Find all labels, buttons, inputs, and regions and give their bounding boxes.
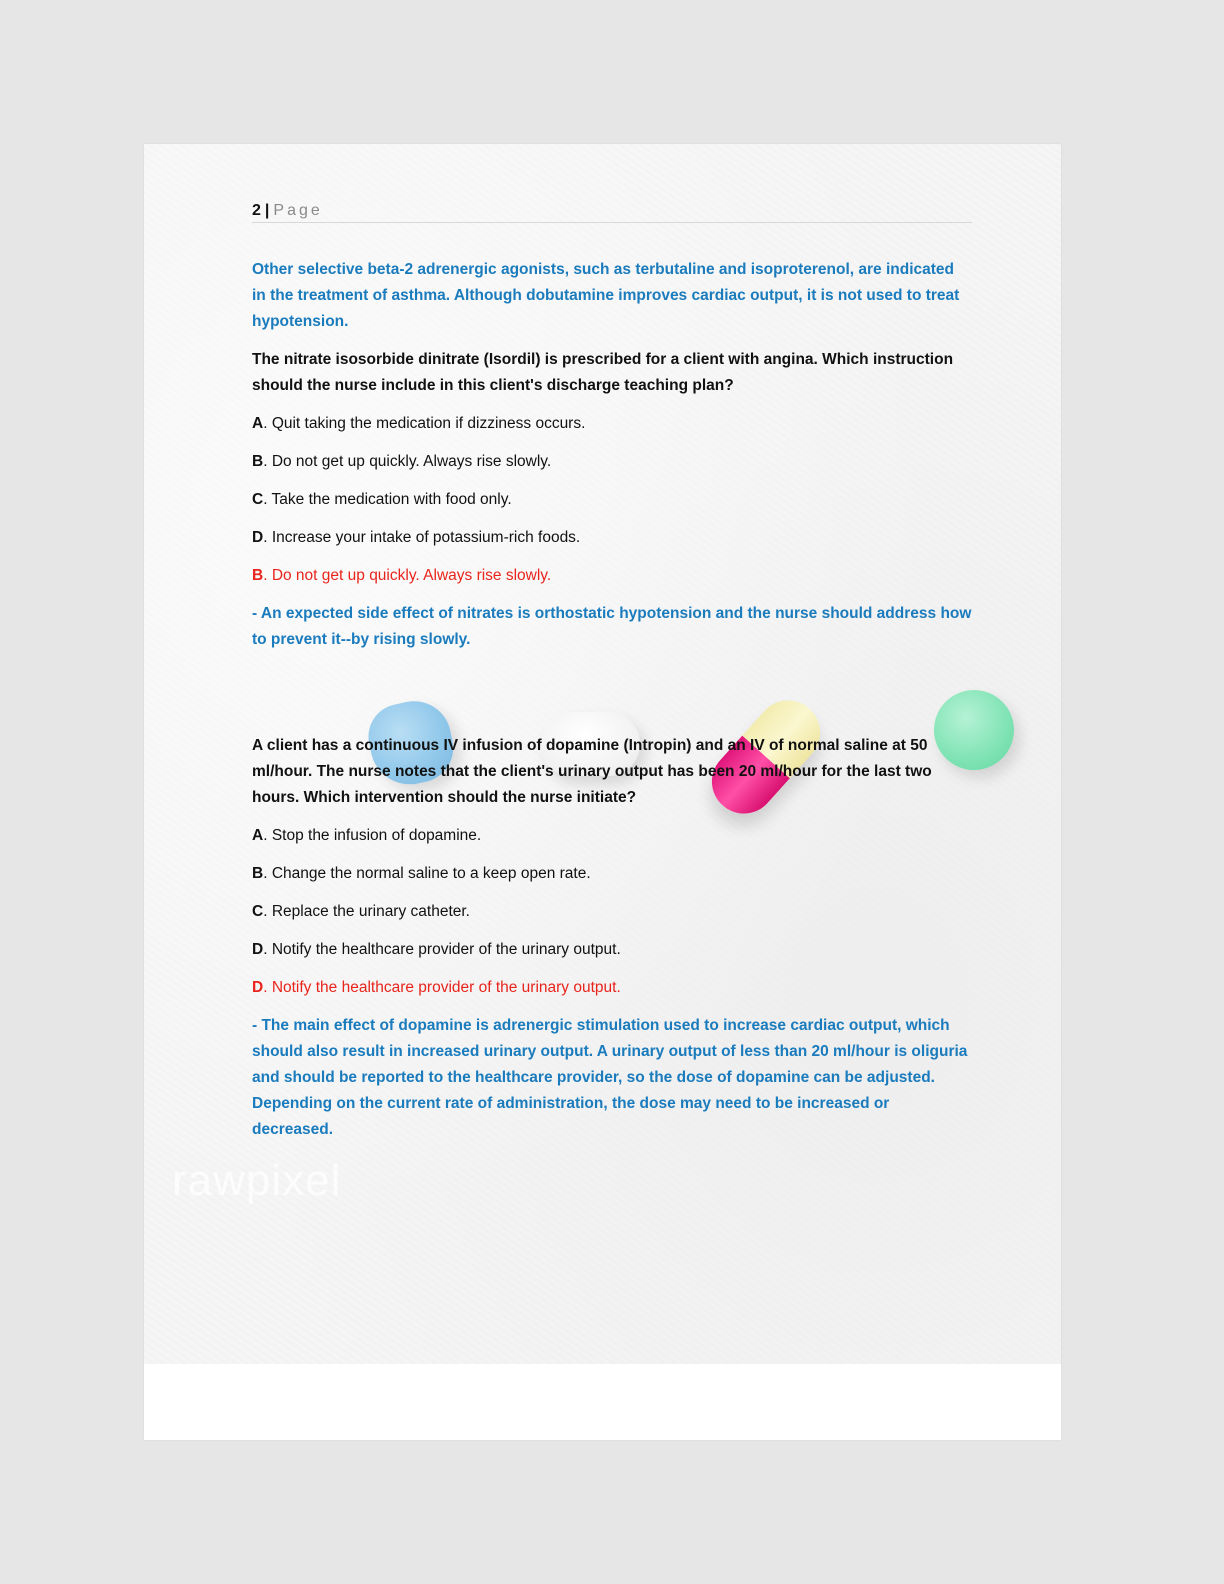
image-spacer	[252, 665, 972, 733]
question-2-text: A client has a continuous IV infusion of dopamine (Intropin) and an IV of normal saline at 50 ml/hour. The nurse notes that the client's urinary output has been 20 ml/hour for the last two hours. Which intervention should the nurse initiate?	[252, 737, 932, 806]
question-2-option-a: A. Stop the infusion of dopamine.	[252, 827, 482, 844]
question-1-answer: B. Do not get up quickly. Always rise slowly.	[252, 567, 552, 584]
page-number: 2	[252, 202, 261, 219]
explanation-continued: Other selective beta-2 adrenergic agonists, such as terbutaline and isoproterenol, are indicated in the treatment of asthma. Although dobutamine improves cardiac output, it is not used to treat hypotension.	[252, 261, 960, 330]
header-separator: |	[264, 202, 270, 219]
question-1-option-d: D. Increase your intake of potassium-rich foods.	[252, 529, 581, 546]
document-page	[144, 144, 1061, 1440]
question-1-option-c: C. Take the medication with food only.	[252, 491, 512, 508]
question-1-option-a: A. Quit taking the medication if dizziness occurs.	[252, 415, 586, 432]
question-2-option-c: C. Replace the urinary catheter.	[252, 903, 470, 920]
question-2-option-b: B. Change the normal saline to a keep open rate.	[252, 865, 591, 882]
watermark: rawpixel	[172, 1156, 342, 1205]
question-1-explanation: - An expected side effect of nitrates is orthostatic hypotension and the nurse should address how to prevent it--by rising slowly.	[252, 605, 972, 648]
question-2-option-d: D. Notify the healthcare provider of the urinary output.	[252, 941, 621, 958]
page-content	[252, 200, 972, 1155]
question-1-text: The nitrate isosorbide dinitrate (Isordil) is prescribed for a client with angina. Which instruction should the nurse include in this client's discharge teaching plan?	[252, 351, 954, 394]
question-2-answer: D. Notify the healthcare provider of the urinary output.	[252, 979, 621, 996]
page-header	[252, 200, 972, 223]
question-2-explanation: - The main effect of dopamine is adrenergic stimulation used to increase cardiac output, which should also result in increased urinary output. A urinary output of less than 20 ml/hour is oliguria and should be reported to the healthcare provider, so the dose of dopamine can be adjusted. Depending on the current rate of administration, the dose may need to be increased or decreased.	[252, 1017, 968, 1138]
page-label: Page	[273, 202, 323, 219]
question-1-option-b: B. Do not get up quickly. Always rise slowly.	[252, 453, 552, 470]
